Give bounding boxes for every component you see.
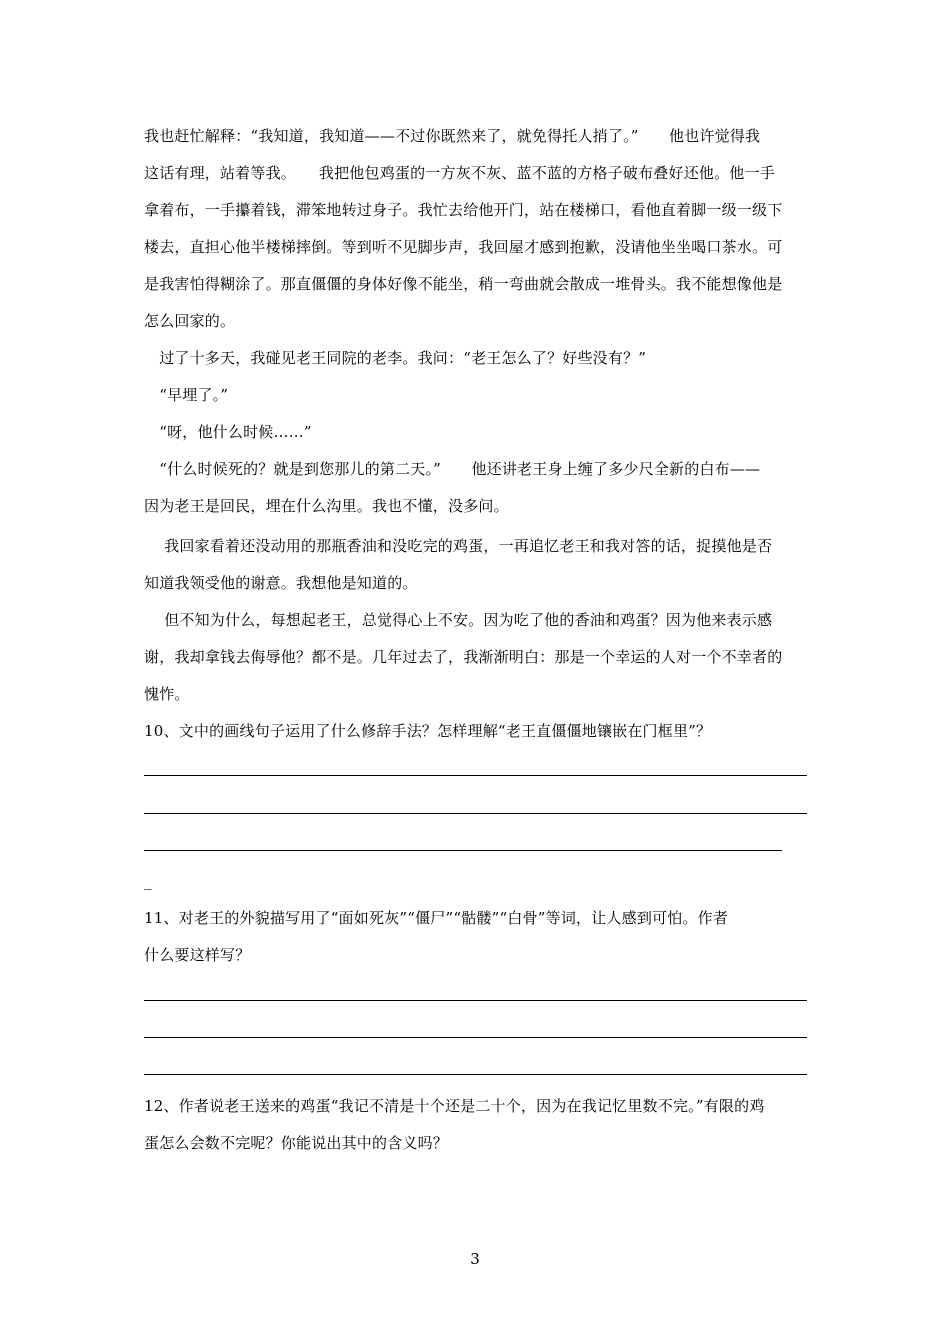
- question-12-text: 12、作者说老王送来的鸡蛋“我记不清是十个还是二十个，因为在我记忆里数不完。”有限的鸡: [144, 1097, 765, 1115]
- passage-line: 过了十多天，我碰见老王同院的老李。我问：“老王怎么了？好些没有？”: [144, 349, 647, 367]
- passage-line: 拿着布，一手攥着钱，滞笨地转过身子。我忙去给他开门，站在楼梯口，看他直着脚一级一级下: [144, 201, 783, 219]
- passage-line: 因为老王是回民，埋在什么沟里。我也不懂，没多问。: [144, 497, 509, 515]
- passage-line: 是我害怕得糊涂了。那直僵僵的身体好像不能坐，稍一弯曲就会散成一堆骨头。我不能想像他是: [144, 275, 783, 293]
- passage-line: “什么时候死的？就是到您那儿的第二天。” 他还讲老王身上缠了多少尺全新的白布——: [144, 460, 761, 478]
- passage-line: 谢，我却拿钱去侮辱他？都不是。几年过去了，我渐渐明白：那是一个幸运的人对一个不幸者的: [144, 648, 783, 666]
- page-number: 3: [470, 1250, 480, 1268]
- passage-line: 知道我领受他的谢意。我想他是知道的。: [144, 574, 418, 592]
- answer-line[interactable]: [144, 775, 807, 776]
- passage-line: 怎么回家的。: [144, 312, 236, 330]
- passage-line: 楼去，直担心他半楼梯摔倒。等到听不见脚步声，我回屋才感到抱歉，没请他坐坐喝口茶水。可: [144, 238, 783, 256]
- passage-line: 这话有理，站着等我。 我把他包鸡蛋的一方灰不灰、蓝不蓝的方格子破布叠好还他。他一手: [144, 164, 775, 182]
- answer-line[interactable]: [144, 1074, 807, 1075]
- answer-line[interactable]: [144, 813, 807, 814]
- passage-line: “早埋了。”: [144, 386, 229, 404]
- question-11-text: 11、对老王的外貌描写用了“面如死灰”“僵尸”“骷髅”“白骨”等词，让人感到可怕。作者: [144, 909, 729, 927]
- passage-line: 愧怍。: [144, 685, 190, 703]
- passage-line: 我回家看着还没动用的那瓶香油和没吃完的鸡蛋，一再追忆老王和我对答的话，捉摸他是否: [144, 537, 773, 555]
- question-10-text: 10、文中的画线句子运用了什么修辞手法？怎样理解“老王直僵僵地镶嵌在门框里”？: [144, 722, 712, 740]
- answer-line[interactable]: [144, 850, 782, 851]
- passage-line: “呀，他什么时候……”: [144, 423, 312, 441]
- question-11-text: 什么要这样写？: [144, 946, 251, 964]
- answer-line[interactable]: [144, 1037, 807, 1038]
- passage-line: 我也赶忙解释：“我知道，我知道——不过你既然来了，就免得托人捎了。” 他也许觉得我: [144, 127, 761, 145]
- trailing-underscore: _: [144, 872, 152, 890]
- passage-line: 但不知为什么，每想起老王，总觉得心上不安。因为吃了他的香油和鸡蛋？因为他来表示感: [144, 611, 773, 629]
- answer-line[interactable]: [144, 1000, 807, 1001]
- question-12-text: 蛋怎么会数不完呢？你能说出其中的含义吗？: [144, 1134, 449, 1152]
